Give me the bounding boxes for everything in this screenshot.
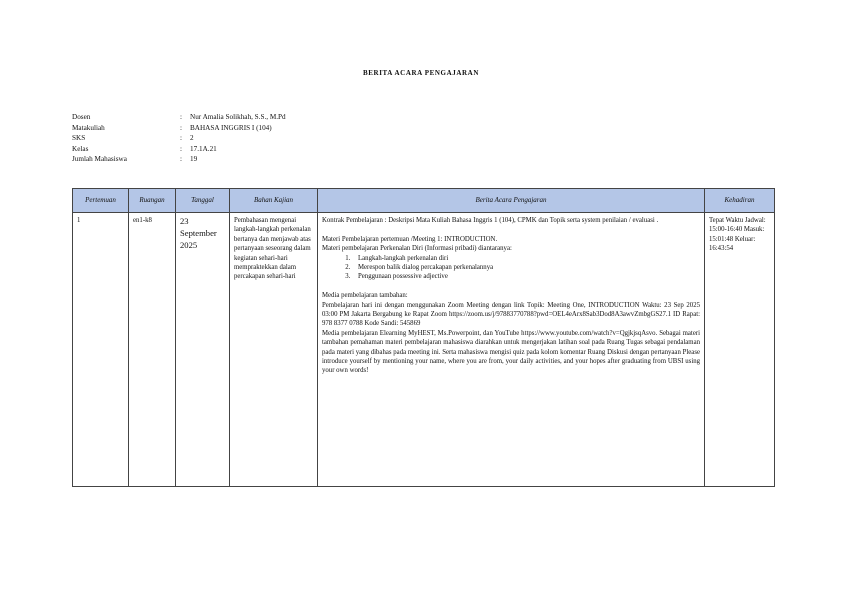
list-item: 1. Langkah-langkah perkenalan diri	[352, 254, 700, 263]
info-row-sks: SKS : 2	[72, 134, 194, 143]
info-label: SKS	[72, 134, 86, 143]
table-row	[73, 213, 775, 487]
cell-ruangan: en1-k8	[129, 213, 176, 487]
berita-meeting-topic: Materi Pembelajaran pertemuan /Meeting 1: INTRODUCTION.	[322, 235, 498, 243]
document-title: BERITA ACARA PENGAJARAN	[363, 69, 479, 77]
header-bahan-kajian: Bahan Kajian	[230, 189, 318, 213]
info-row-kelas: Kelas : 17.1A.21	[72, 144, 217, 153]
berita-media-heading: Media pembelajaran tambahan:	[322, 292, 408, 300]
info-label: Jumlah Mahasiswa	[72, 155, 127, 164]
teaching-record-table	[72, 188, 775, 487]
info-label: Kelas	[72, 144, 89, 153]
cell-tanggal: 23 September 2025	[176, 213, 230, 487]
info-label: Dosen	[72, 113, 91, 121]
berita-zoom-details: Pembelajaran hari ini dengan menggunakan Zoom Meeting dengan link Topik: Meeting One, INTRODUCTION Waktu: 23 Sep 2025 03:00 PM Jakarta Bergabung ke Rapat Zoom https://zoom.us/j/97883770788?pwd=OEL4eArx8Sab3Dod8A3awvZmbgGS27.1 ID Rapat: 978 8377 0788 Kode Sandi: 545869	[322, 301, 700, 328]
berita-material-list	[322, 254, 700, 282]
list-item: 2. Merespon balik dialog percakapan perkenalannya	[352, 263, 700, 272]
list-item: 3. Penggunaan possessive adjective	[352, 272, 700, 281]
info-value: 17.1A.21	[190, 144, 217, 153]
header-ruangan: Ruangan	[129, 189, 176, 213]
info-row-dosen: Dosen : Nur Amalia Solikhah, S.S., M.Pd	[72, 113, 286, 121]
cell-kehadiran: Tepat Waktu Jadwal: 15:00-16:40 Masuk: 15:01:48 Keluar: 16:43:54	[705, 213, 775, 487]
header-tanggal: Tanggal	[176, 189, 230, 213]
cell-pertemuan: 1	[73, 213, 129, 487]
header-pertemuan: Pertemuan	[73, 189, 129, 213]
info-label: Matakuliah	[72, 123, 105, 132]
header-kehadiran: Kehadiran	[705, 189, 775, 213]
info-row-matakuliah: Matakuliah : BAHASA INGGRIS I (104)	[72, 123, 272, 132]
header-berita-acara: Berita Acara Pengajaran	[318, 189, 705, 213]
berita-contract: Kontrak Pembelajaran : Deskripsi Mata Kuliah Bahasa Inggris 1 (104), CPMK dan Topik serta system penilaian / evaluasi .	[322, 217, 659, 224]
course-info	[72, 112, 286, 165]
info-row-jumlah-mahasiswa: Jumlah Mahasiswa : 19	[72, 155, 198, 164]
cell-berita-acara	[318, 213, 705, 487]
cell-bahan-kajian: Pembahasan mengenai langkah-langkah perkenalan bertanya dan menjawab atas pertanyaan seseorang dalam kegiatan sehari-hari mempraktekkan dalam percakapan sehari-hari	[230, 213, 318, 487]
berita-materials-intro: Materi pembelajaran Perkenalan Diri (Informasi pribadi) diantaranya:	[322, 245, 512, 253]
info-value: Nur Amalia Solikhah, S.S., M.Pd	[190, 113, 286, 121]
info-value: 19	[190, 155, 198, 164]
info-value: BAHASA INGGRIS I (104)	[190, 123, 272, 132]
table-header-row	[73, 189, 775, 213]
berita-media-elearning: Media pembelajaran Elearning MyHEST, Ms.Powerpoint, dan YouTube https://www.youtube.com/watch?v=QgjkjsqAsvo. Sebagai materi tambahan pemahaman materi pembelajaran mahasiswa diarahkan untuk mengerjakan latihan soal pada Ruang Tugas sebagai pendalaman pada materi yang dibahas pada meeting ini. Serta mahasiswa mengisi quiz pada kolom komentar Ruang Diskusi dengan pertanyaan Please introduce yourself by mentioning your name, where you are from, your daily activities, and your hopes after graduating from UBSI using your own words!	[322, 329, 700, 375]
info-value: 2	[190, 134, 194, 143]
